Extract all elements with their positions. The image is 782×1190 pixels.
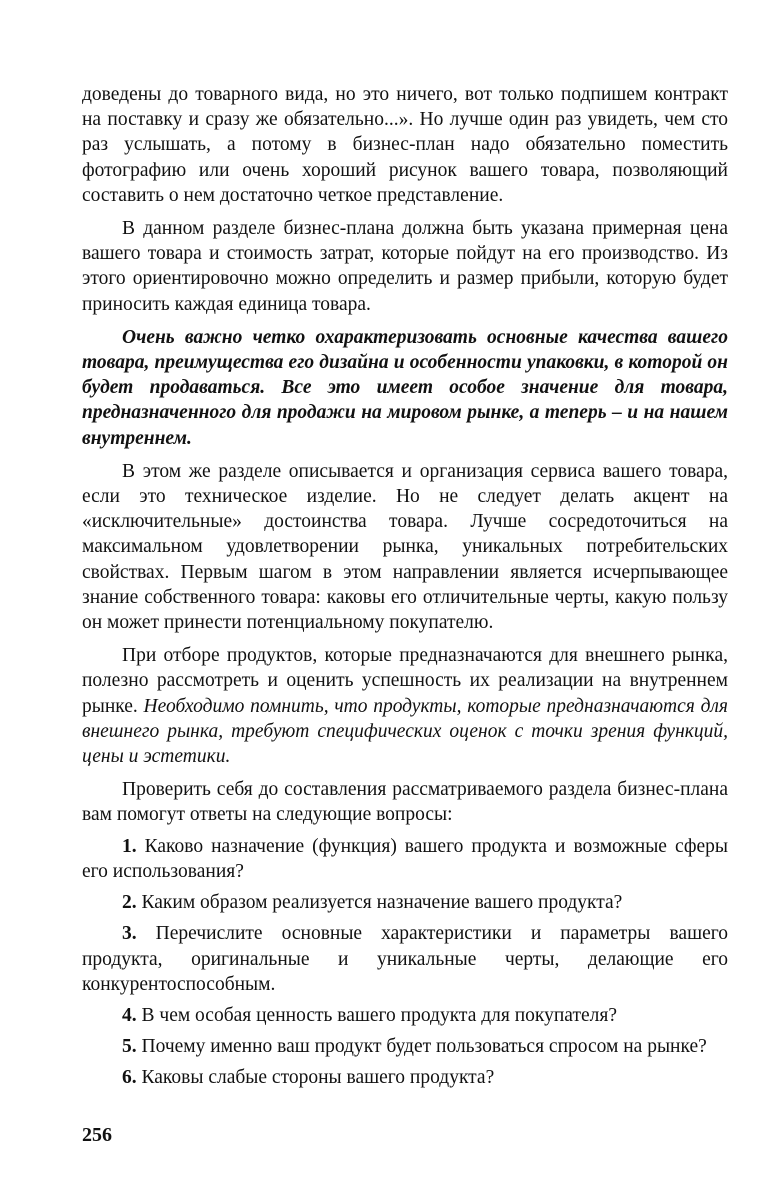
question-item bbox=[82, 890, 728, 915]
question-text: Каковы слабые стороны вашего продукта? bbox=[141, 1067, 495, 1089]
question-text: Перечислите основные характеристики и параметры вашего продукта, оригинальные и уникальные черты, делающие его конкурентоспособным. bbox=[82, 923, 728, 995]
question-text: Каким образом реализуется назначение вашего продукта? bbox=[141, 892, 623, 914]
question-item bbox=[82, 1065, 728, 1090]
page-number: 256 bbox=[82, 1124, 112, 1146]
question-text: Почему именно ваш продукт будет пользоваться спросом на рынке? bbox=[141, 1036, 707, 1058]
question-number: 4. bbox=[122, 1004, 137, 1026]
question-number: 5. bbox=[122, 1036, 137, 1058]
question-item bbox=[82, 1034, 728, 1059]
question-item bbox=[82, 834, 728, 884]
paragraph-intro-continuation: доведены до товарного вида, но это ничего, вот только подпишем контракт на поставку и сразу же обязательно...». Но лучше один раз увидеть, чем сто раз услышать, а потому в бизнес-план надо обязательно поместить фотографию или очень хороший рисунок вашего товара, позволяющий составить о нем достаточно четкое представление. bbox=[82, 84, 728, 206]
paragraph-questions-intro: Проверить себя до составления рассматриваемого раздела бизнес-плана вам помогут ответы на следующие вопросы: bbox=[82, 779, 728, 826]
question-number: 1. bbox=[122, 835, 137, 857]
question-number: 2. bbox=[122, 892, 137, 914]
paragraph-foreign-market bbox=[82, 643, 728, 769]
question-item bbox=[82, 921, 728, 997]
question-text: В чем особая ценность вашего продукта для покупателя? bbox=[141, 1004, 617, 1026]
foreign-market-italic-note: Необходимо помнить, что продукты, которые предназначаются для внешнего рынка, требуют специфических оценок с точки зрения функций, цены и эстетики. bbox=[82, 695, 729, 768]
foreign-market-text: При отборе продуктов, которые предназначаются для внешнего рынка, полезно рассмотреть и оценить успешность их реализации на внутреннем рынке. bbox=[82, 645, 728, 717]
paragraph-emphasis-quality: Очень важно четко охарактеризовать основные качества вашего товара, преимущества его дизайна и особенности упаковки, в которой он будет продаваться. Все это имеет особое значение для товара, предназначенного для продажи на мировом рынке, а теперь – и на нашем внутреннем. bbox=[82, 326, 728, 449]
question-item bbox=[82, 1003, 728, 1028]
paragraph-price: В данном разделе бизнес-плана должна быть указана примерная цена вашего товара и стоимость затрат, которые пойдут на его производство. Из этого ориентировочно можно определить и размер прибыли, которую будет приносить каждая единица товара. bbox=[82, 218, 728, 315]
question-number: 3. bbox=[122, 923, 137, 945]
question-text: Каково назначение (функция) вашего продукта и возможные сферы его использования? bbox=[82, 835, 728, 882]
question-number: 6. bbox=[122, 1067, 137, 1089]
page-body bbox=[82, 82, 728, 1097]
paragraph-service: В этом же разделе описывается и организация сервиса вашего товара, если это техническое изделие. Но не следует делать акцент на «исключительные» достоинства товара. Лучше сосредоточиться на максимальном удовлетворении рынка, уникальных потребительских свойствах. Первым шагом в этом направлении является исчерпывающее знание собственного товара: каковы его отличительные черты, какую пользу он может принести потенциальному покупателю. bbox=[82, 460, 728, 634]
